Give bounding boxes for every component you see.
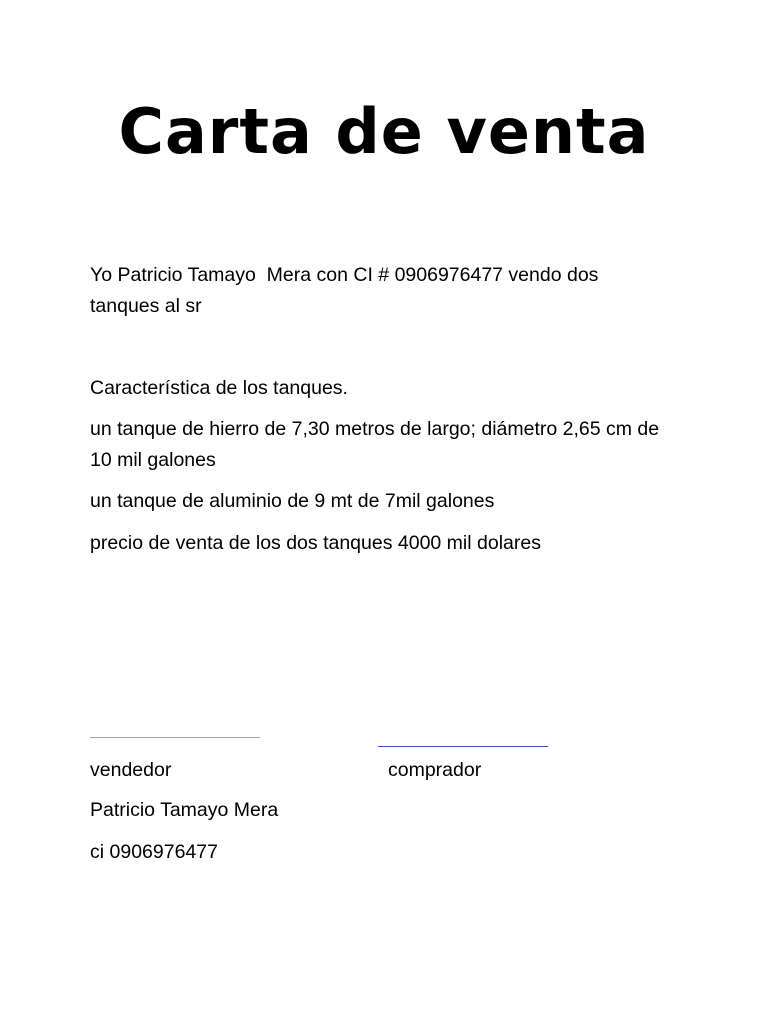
seller-name: Patricio Tamayo Mera — [90, 799, 279, 821]
buyer-signature-line — [378, 746, 548, 747]
document-title: Carta de venta — [118, 95, 650, 168]
seller-label: vendedor — [90, 759, 172, 781]
seller-id: ci 0906976477 — [90, 841, 218, 863]
sale-price-paragraph: precio de venta de los dos tanques 4000 mil dolares — [90, 532, 541, 554]
aluminum-tank-description: un tanque de aluminio de 9 mt de 7mil galones — [90, 490, 495, 512]
buyer-label: comprador — [388, 759, 482, 781]
characteristics-heading: Característica de los tanques. — [90, 377, 348, 399]
iron-tank-description: un tanque de hierro de 7,30 metros de largo; diámetro 2,65 cm de 10 mil galones — [90, 418, 660, 471]
seller-signature-line — [90, 737, 260, 738]
intro-paragraph: Yo Patricio Tamayo Mera con CI # 0906976477 vendo dos tanques al sr — [90, 264, 604, 317]
